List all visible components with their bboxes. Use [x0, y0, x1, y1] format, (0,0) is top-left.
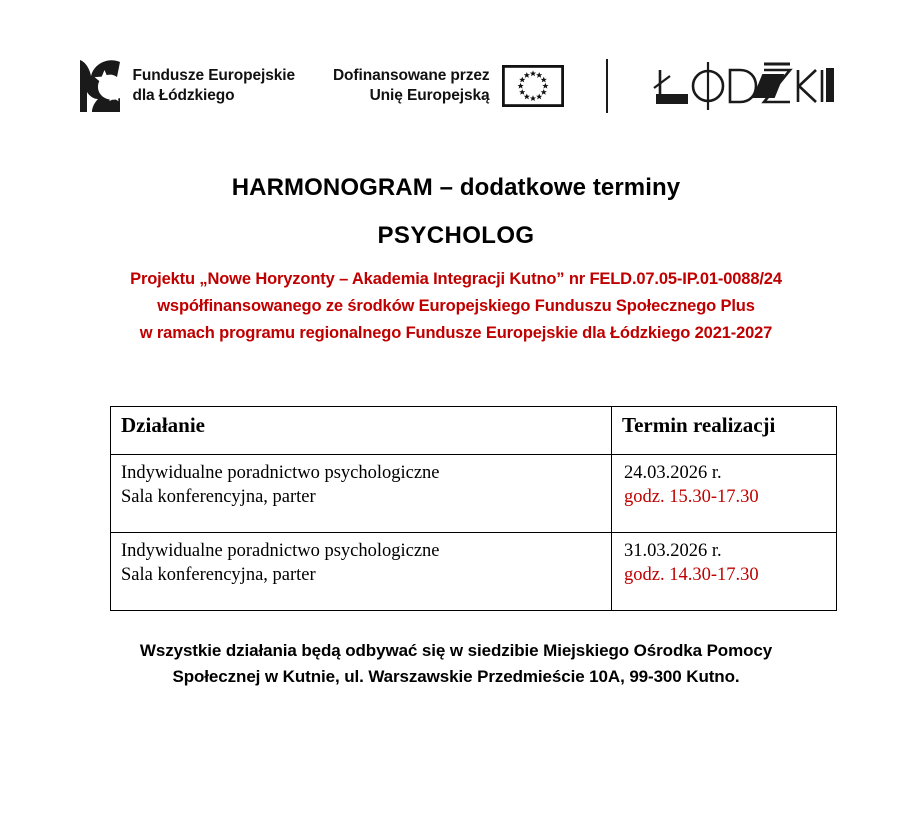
- fundusze-europejskie-label: [132, 66, 295, 106]
- table-row: [111, 533, 837, 611]
- action-2-line-1: Indywidualne poradnictwo psychologiczne: [121, 541, 440, 561]
- page-title: HARMONOGRAM – dodatkowe terminy: [231, 174, 681, 201]
- logo-banner: [0, 50, 912, 122]
- project-line-3: w ramach programu regionalnego Fundusze Europejskie dla Łódzkiego 2021-2027: [139, 324, 773, 343]
- fundusze-europejskie-mark-icon: [78, 58, 122, 114]
- action-1-line-1: Indywidualne poradnictwo psychologiczne: [121, 463, 440, 483]
- cell-term-2: [612, 533, 837, 611]
- table-header-row: [111, 407, 837, 455]
- action-2-line-2: Sala konferencyjna, parter: [121, 564, 316, 585]
- action-1-line-2: Sala konferencyjna, parter: [121, 486, 316, 507]
- cell-term-1: [612, 455, 837, 533]
- term-1-date: 24.03.2026 r.: [624, 463, 722, 483]
- project-line-2: współfinansowanego ze środków Europejskiego Funduszu Społecznego Plus: [157, 297, 755, 316]
- location-note-line-2: Społecznej w Kutnie, ul. Warszawskie Przedmieście 10A, 99-300 Kutno.: [172, 666, 740, 686]
- fe-label-line1: Fundusze Europejskie: [132, 67, 295, 85]
- project-description: [96, 266, 816, 348]
- eu-funding-label: [333, 66, 490, 106]
- schedule-table: [110, 406, 837, 611]
- term-2-date: 31.03.2026 r.: [624, 541, 722, 561]
- column-header-dzialanie-label: Działanie: [121, 413, 205, 437]
- project-line-1: Projektu „Nowe Horyzonty – Akademia Integracji Kutno” nr FELD.07.05-IP.01-0088/24: [130, 270, 782, 288]
- column-header-termin-label: Termin realizacji: [622, 413, 776, 437]
- cell-action-2: [111, 533, 612, 611]
- page-subtitle: PSYCHOLOG: [377, 222, 535, 249]
- eu-label-line2: Unię Europejską: [369, 87, 490, 104]
- eu-label-line1: Dofinansowane przez: [332, 67, 490, 85]
- vertical-divider-icon: [606, 59, 608, 113]
- column-header-dzialanie: [111, 407, 612, 455]
- term-2-time: godz. 14.30-17.30: [624, 564, 759, 585]
- title-section: [0, 176, 912, 250]
- term-1-time: godz. 15.30-17.30: [624, 486, 759, 507]
- fe-label-line2: dla Łódzkiego: [132, 87, 235, 104]
- european-union-logo: [333, 65, 564, 107]
- eu-flag-icon: [502, 65, 564, 107]
- location-note-line-1: Wszystkie działania będą odbywać się w siedzibie Miejskiego Ośrodka Pomocy: [139, 641, 773, 660]
- cell-action-1: [111, 455, 612, 533]
- lodzkie-logo-icon: [650, 60, 834, 112]
- table-row: [111, 455, 837, 533]
- location-note: [86, 638, 826, 689]
- fundusze-europejskie-logo: [78, 58, 295, 114]
- column-header-termin: [612, 407, 837, 455]
